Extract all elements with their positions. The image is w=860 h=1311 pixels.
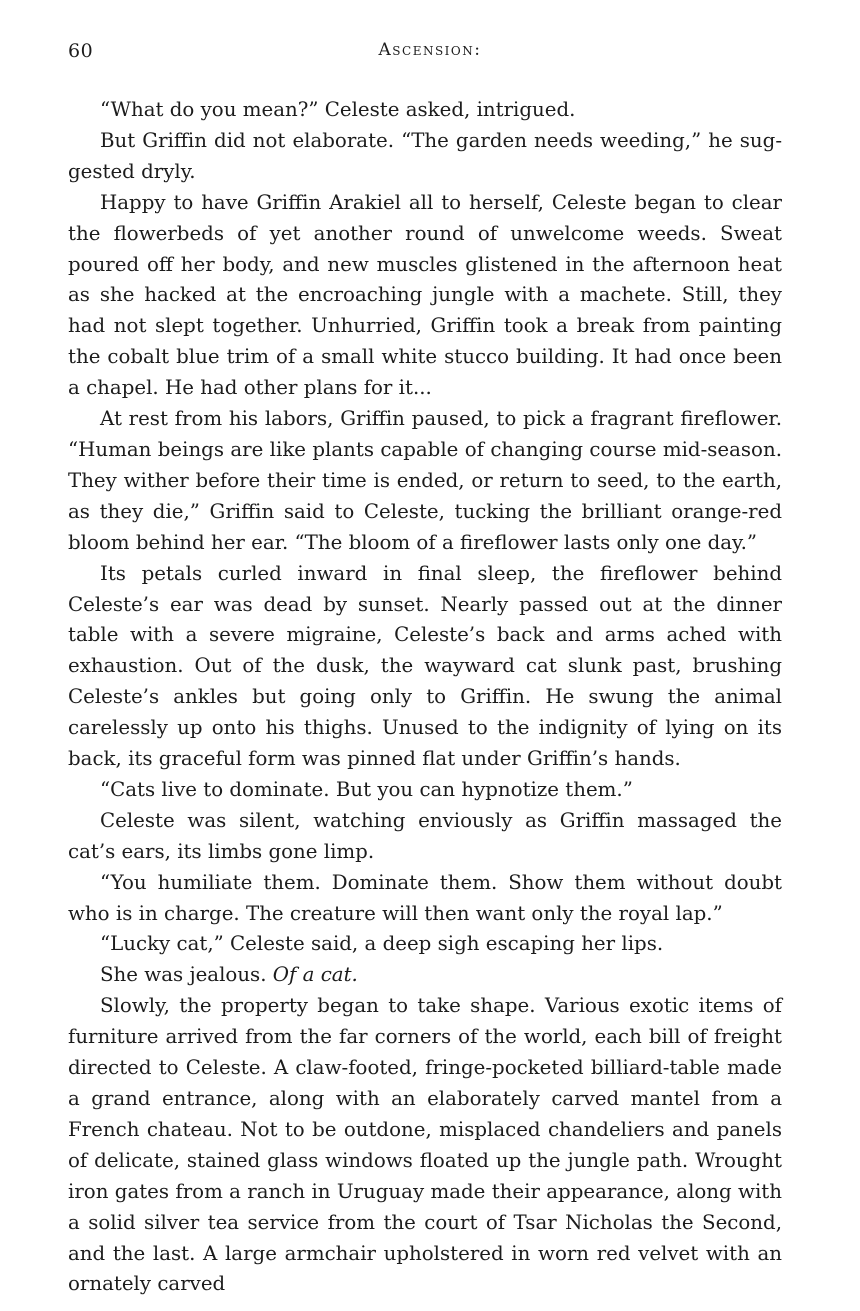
- paragraph: But Griffin did not elaborate. “The garden needs weeding,” he suggested dryly.: [68, 128, 782, 183]
- paragraph: Its petals curled inward in final sleep, the fireflower behind Celeste’s ear was dead by sunset. Nearly passed out at the dinner table with a severe migraine, Celeste’s back and arms ached with exhaustion. Out of the dusk, the wayward cat slunk past, brushing Celeste’s ankles but going only to Griffin. He swung the animal carelessly up onto his thighs. Unused to the indignity of lying on its back, its graceful form was pinned flat under Griffin’s hands.: [68, 561, 782, 771]
- page-number: 60: [68, 40, 94, 62]
- paragraph: Slowly, the property began to take shape. Various exotic items of furniture arrived from the far corners of the world, each bill of freight directed to Celeste. A claw-footed, fringe-pocketed billiard-table made a grand entrance, along with an elaborately carved mantel from a French chateau. Not to be outdone, misplaced chandeliers and panels of delicate, stained glass windows floated up the jungle path. Wrought iron gates from a ranch in Uruguay made their appearance, along with a solid silver tea service from the court of Tsar Nicholas the Second, and the last. A large armchair upholstered in worn red velvet with an ornately carved: [68, 994, 782, 1296]
- paragraph: Celeste was silent, watching enviously as Griffin massaged the cat’s ears, its limbs gone limp.: [68, 808, 782, 863]
- running-title: Ascension:: [378, 40, 482, 60]
- paragraph: “Lucky cat,” Celeste said, a deep sigh escaping her lips.: [100, 932, 664, 956]
- paragraph: “What do you mean?” Celeste asked, intrigued.: [100, 98, 576, 121]
- jealous-emphasis: Of a cat.: [272, 963, 358, 987]
- paragraph: “You humiliate them. Dominate them. Show them without doubt who is in charge. The creature will then want only the royal lap.”: [68, 870, 782, 925]
- jealous-lead: She was jealous.: [100, 963, 273, 987]
- paragraph: Happy to have Griffin Arakiel all to herself, Celeste began to clear the flowerbeds of yet another round of unwelcome weeds. Sweat poured off her body, and new muscles glistened in the afternoon heat as she hacked at the encroaching jungle with a machete. Still, they had not slept together. Unhurried, Griffin took a break from painting the cobalt blue trim of a small white stucco building. It had once been a chapel. He had other plans for it...: [68, 190, 782, 400]
- paragraph-jealous: [68, 960, 782, 991]
- running-head: [68, 40, 792, 68]
- body-text: [68, 95, 782, 1300]
- paragraph: “Cats live to dominate. But you can hypnotize them.”: [100, 777, 633, 801]
- paragraph: At rest from his labors, Griffin paused, to pick a fragrant fireflower. “Human beings are like plants capable of changing course mid-season. They wither before their time is ended, or return to seed, to the earth, as they die,” Griffin said to Celeste, tucking the brilliant orange-red bloom behind her ear. “The bloom of a fireflower lasts only one day.”: [68, 407, 782, 554]
